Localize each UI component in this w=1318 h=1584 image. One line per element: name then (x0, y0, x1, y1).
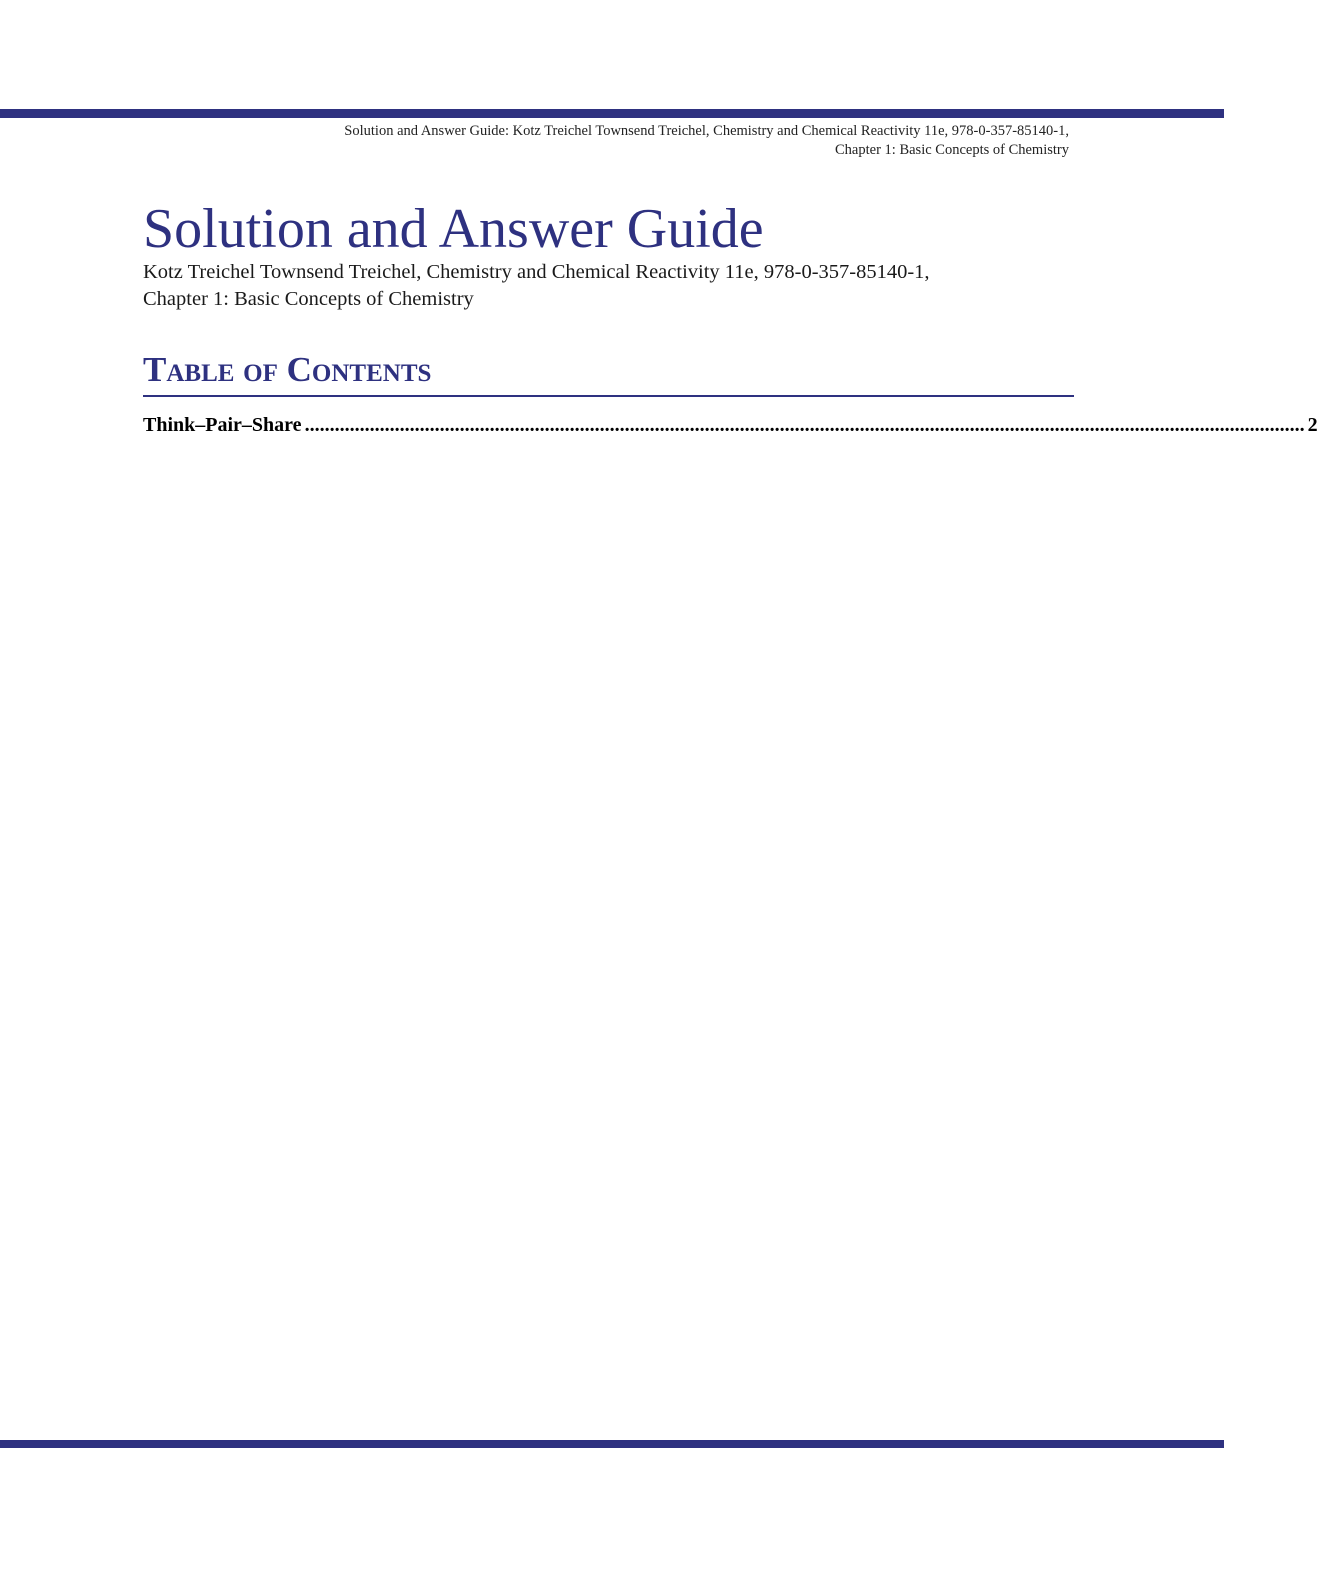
subtitle-line-1: Kotz Treichel Townsend Treichel, Chemistry and Chemical Reactivity 11e, 978-0-357-85140-1, (143, 261, 930, 283)
footer-rule (0, 1440, 1224, 1448)
running-header-line-2: Chapter 1: Basic Concepts of Chemistry (835, 142, 1069, 158)
toc-dot-leader: ........................................................................................................................................................................................................ (304, 414, 1305, 436)
running-header (169, 122, 1069, 160)
toc-entry-page-number: 2 (1307, 414, 1318, 436)
document-title: Solution and Answer Guide (143, 198, 764, 260)
toc-entry-label: Think–Pair–Share (143, 414, 302, 436)
toc-entry-think-pair-share[interactable] (143, 412, 1318, 438)
document-subtitle (143, 259, 930, 313)
subtitle-line-2: Chapter 1: Basic Concepts of Chemistry (143, 288, 474, 310)
toc-heading: Table of Contents (143, 350, 432, 389)
running-header-line-1: Solution and Answer Guide: Kotz Treichel Townsend Treichel, Chemistry and Chemical Reactivity 11e, 978-0-357-85140-1, (344, 123, 1069, 139)
toc-divider (143, 395, 1074, 397)
header-rule (0, 109, 1224, 118)
